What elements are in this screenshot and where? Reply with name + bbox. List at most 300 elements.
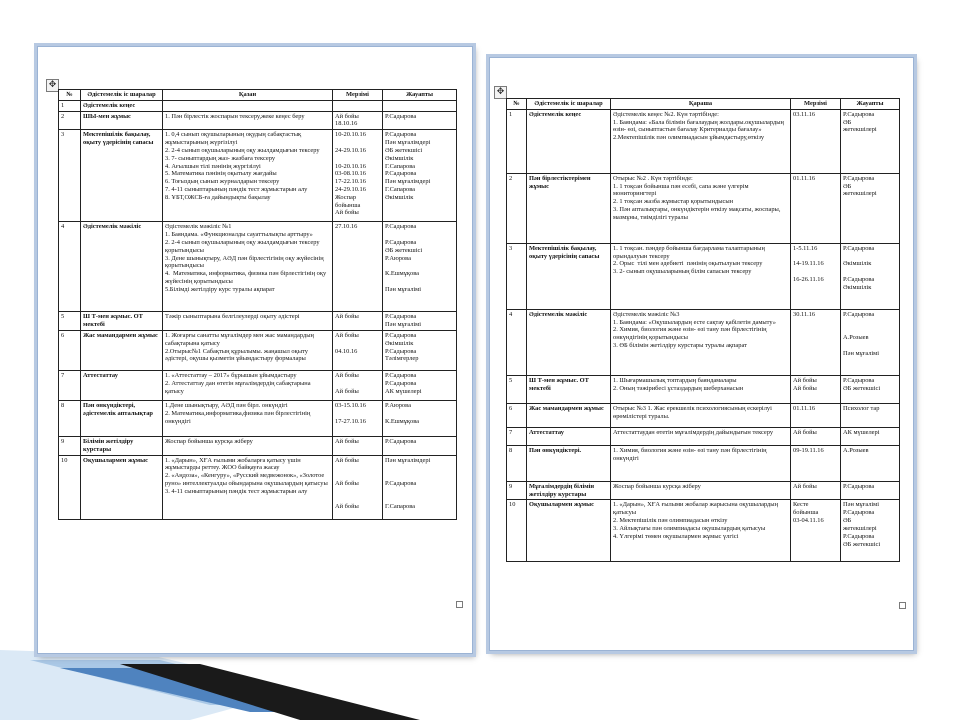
row-deadline-line: 16-26.11.16 xyxy=(793,276,824,284)
row-responsible-line: Пән мұғалімі xyxy=(385,285,422,293)
row-content-line: 4. Математика, информатика, физика пән бірлестігінің оқу жүйесінің қорытындысы xyxy=(165,270,328,285)
row-deadline-line xyxy=(335,102,380,110)
row-content-line: 1. Баяндама: «Бала білімін бағалаудың жолдары.оқушылардың өзін- өзі, сыныптастын бағалау Критериалды бағалау» xyxy=(613,118,786,134)
row-content xyxy=(163,455,333,519)
row-deadline-line: Ай бойы xyxy=(793,482,817,490)
row-responsible xyxy=(383,312,457,331)
row-responsible-line: Әкімшілік xyxy=(385,193,414,201)
row-responsible-line: Г.Сапарова xyxy=(385,503,416,511)
row-content-line: 1. 0,4 сынып оқушыларының оқудың сабақтастық жұмыстарының жүргізілуі xyxy=(165,131,303,147)
row-deadline xyxy=(791,403,841,427)
row-responsible-line: Р.Садырова xyxy=(843,276,875,284)
row-content xyxy=(163,436,333,455)
row-deadline-line: Ай бойы xyxy=(335,331,359,339)
row-responsible-line: Р.Садырова xyxy=(385,313,417,321)
row-responsible-line xyxy=(385,278,454,286)
row-content-line: 3. 2- сынып оқушыларының білім сапасын тексеру xyxy=(613,268,752,276)
row-responsible-line: К.Ешмұқова xyxy=(385,417,419,425)
row-direction: Мектепішілік бақылау, оқыту үдерісінің сапасы xyxy=(81,130,163,222)
row-number: 3 xyxy=(59,130,81,222)
table-row xyxy=(507,375,900,403)
row-deadline-line: 03-04.11.16 xyxy=(793,517,824,525)
row-number: 6 xyxy=(59,330,81,370)
row-deadline-line: 17-27.10.16 xyxy=(335,417,366,425)
row-number: 5 xyxy=(59,312,81,331)
row-responsible-line: Әкімшілік xyxy=(843,283,872,291)
row-responsible-line: ӘБ xyxy=(843,118,852,126)
row-responsible-line: Пән мұғалімдері xyxy=(385,456,431,464)
row-responsible-line: А.Розыев xyxy=(843,334,869,342)
table-row xyxy=(507,500,900,562)
row-deadline-line xyxy=(335,488,380,496)
row-responsible xyxy=(841,427,900,445)
row-content-line: 1. Химия, биология және өзін- өзі тану пән бірлестігінің онкүндігі xyxy=(613,446,769,462)
row-content-line: 1. 1 тоқсан. пәндер бойынша бағдарлама талаптарының орындалуын тексеру xyxy=(613,244,767,260)
row-responsible-line xyxy=(385,496,454,504)
row-deadline-line xyxy=(335,139,380,147)
header-responsible: Жауапты xyxy=(841,99,900,110)
row-responsible-line: АК мүшелері xyxy=(843,428,880,436)
row-responsible-line: АК мүшелері xyxy=(385,387,422,395)
row-number: 8 xyxy=(507,445,527,481)
row-number: 4 xyxy=(59,222,81,312)
row-responsible-line: Р.Садырова xyxy=(385,331,417,339)
row-responsible-line xyxy=(385,488,454,496)
row-responsible-line xyxy=(385,102,454,110)
row-responsible xyxy=(841,109,900,173)
row-content-line: 2. Математика,информатика,физика пән бірлестігінің онкүндігі xyxy=(165,409,312,425)
row-number: 3 xyxy=(507,243,527,309)
row-content-line: 4. Үлгерімі төмен оқушылармен жұмыс үлгісі xyxy=(613,532,739,540)
table-row xyxy=(59,312,457,331)
row-deadline xyxy=(333,111,383,130)
row-responsible-line: Р.Аюрова xyxy=(385,401,411,409)
row-responsible-line: А.Розыев xyxy=(843,446,869,454)
table-row xyxy=(59,100,457,111)
row-responsible-line: Р.Садырова xyxy=(385,112,417,120)
row-deadline-line xyxy=(335,496,380,504)
table-resize-handle[interactable] xyxy=(456,601,463,608)
row-responsible-line: ӘБ xyxy=(843,517,852,525)
row-content-line: 1. 1 тоқсан бойынша пән есебі, сапа және үлгерім мониторингтері xyxy=(613,182,751,198)
row-direction: Пән бірлестіктерімен жұмыс xyxy=(527,173,611,243)
row-deadline xyxy=(333,222,383,312)
table-row xyxy=(59,436,457,455)
row-content xyxy=(163,222,333,312)
row-content xyxy=(611,173,791,243)
row-content-line: Әдістемелік мәжіліс №3 xyxy=(613,310,680,318)
row-number: 7 xyxy=(507,427,527,445)
row-content xyxy=(611,481,791,500)
row-direction: Білімін жетілдіру курстары xyxy=(81,436,163,455)
row-direction: Мұғалімдердің білімін жетілдіру курстары xyxy=(527,481,611,500)
row-responsible-line: Р.Садырова xyxy=(843,310,875,318)
row-deadline xyxy=(791,173,841,243)
row-responsible xyxy=(383,222,457,312)
document-page-november xyxy=(489,57,914,651)
row-content-line: Аттестаттаудан өтетін мұғалімдердің дайындығын тексеру xyxy=(613,428,774,436)
row-content xyxy=(611,403,791,427)
row-deadline-line: Ай бойы xyxy=(335,437,359,445)
row-responsible xyxy=(383,370,457,400)
row-responsible-line: Р.Садырова xyxy=(385,479,417,487)
row-number: 6 xyxy=(507,403,527,427)
row-responsible-line: Пән мұғалімі xyxy=(843,501,880,509)
header-num: № xyxy=(59,90,81,101)
row-deadline xyxy=(333,130,383,222)
row-responsible-line: Психолог тар xyxy=(843,404,880,412)
row-deadline-line xyxy=(335,410,380,418)
row-content-line: Отырыс №3 1. Жас ерекшелік психологиясының ескерілуі өрөмілістері туралы. xyxy=(613,404,774,420)
row-deadline xyxy=(791,481,841,500)
row-responsible xyxy=(383,455,457,519)
row-responsible-line xyxy=(843,326,897,334)
row-responsible-line: Тәлімгерлер xyxy=(385,355,419,363)
row-responsible-line: ӘБ жетекшісі xyxy=(843,384,881,392)
row-deadline-line: 01.11.16 xyxy=(793,174,816,182)
row-responsible xyxy=(841,481,900,500)
row-deadline-line xyxy=(335,340,380,348)
table-row xyxy=(59,455,457,519)
table-row xyxy=(59,222,457,312)
row-number: 10 xyxy=(507,500,527,562)
row-responsible-line xyxy=(843,342,897,350)
row-direction: Әдістемелік мәжіліс xyxy=(81,222,163,312)
table-row xyxy=(507,445,900,481)
row-responsible-line: жетекшілері xyxy=(843,126,877,134)
row-deadline-line: 24-29.10.16 xyxy=(335,185,366,193)
row-content-line: 3. 4-11 сыныптарының пәндік тест жұмыстарын алу xyxy=(165,487,308,495)
row-responsible xyxy=(383,400,457,436)
row-content-line: Тәжір сыныптарына белгілеулерді оқыту әдістері xyxy=(165,313,300,321)
header-direction: Әдістемелік іс шаралар xyxy=(81,90,163,101)
row-responsible-line: Пән мұғалімдері xyxy=(385,178,431,186)
row-content-line: 2. Орыс тілі мен әдебиеті пәнінің оқытылуын тексеру xyxy=(613,260,763,268)
row-direction: Аттестаттау xyxy=(527,427,611,445)
row-responsible-line: Р.Садырова xyxy=(843,110,875,118)
row-number: 1 xyxy=(507,109,527,173)
row-deadline xyxy=(791,309,841,375)
row-responsible-line: Г.Сапарова xyxy=(385,185,416,193)
row-direction: Әдістемелік кеңес xyxy=(527,109,611,173)
row-responsible-line xyxy=(843,319,897,327)
row-deadline xyxy=(791,109,841,173)
table-row xyxy=(507,481,900,500)
row-content-line: 6. Тоғыздың сынып журналдарын тексеру xyxy=(165,178,280,186)
row-content-line: 3. ӨБ білімін жетілдіру курстары туралы ақпарат xyxy=(613,342,747,350)
row-responsible-line: Р.Садырова xyxy=(385,379,417,387)
row-deadline-line: Жоспар бойынша xyxy=(335,193,361,209)
row-responsible xyxy=(841,243,900,309)
october-plan-table xyxy=(58,89,457,520)
row-direction: Пән онкүндіктері. xyxy=(527,445,611,481)
row-responsible-line: Г.Сапарова xyxy=(385,162,416,170)
row-content-line: 3. Айлықтағы пән олимпиадасы оқушылардың қатысуы xyxy=(613,524,766,532)
row-content xyxy=(163,330,333,370)
row-deadline xyxy=(791,243,841,309)
row-responsible-line xyxy=(843,268,897,276)
row-content-line: Жоспар бойынша курсқа жіберу xyxy=(613,482,701,490)
row-responsible-line: жетекшілері xyxy=(843,524,877,532)
row-deadline xyxy=(333,330,383,370)
row-deadline-line: 04.10.16 xyxy=(335,347,358,355)
row-responsible-line xyxy=(385,231,454,239)
row-responsible-line: Р.Садырова xyxy=(385,437,417,445)
row-content-line: 2. Оның тәжірибесі ұстаздардың шеберханасын xyxy=(613,384,744,392)
row-content xyxy=(611,109,791,173)
row-content-line: 3. Пән апталықтары, онкүндіктерін өткізу мақсаты, жоспары, мазмұны, тиімділігі туралы xyxy=(613,206,783,221)
november-plan-table xyxy=(506,98,900,562)
row-responsible-line: Пән мұғалімі xyxy=(385,321,422,329)
row-responsible xyxy=(841,375,900,403)
row-number: 9 xyxy=(507,481,527,500)
row-content xyxy=(611,445,791,481)
row-direction: Оқушылармен жұмыс xyxy=(527,500,611,562)
row-content-line: 1. «Дарын», ХҒА ғылыми жобаларға қатысу үшін жұмыстарды реттеу. ЖОО байқауға жасау xyxy=(165,456,303,472)
document-page-october xyxy=(37,46,473,654)
row-responsible-line: ӘБ xyxy=(843,182,852,190)
row-content-line: 8. ҰБТ,ОЖСБ-ға дайындықты бақылау xyxy=(165,193,271,201)
row-deadline-line: Ай бойы xyxy=(335,112,359,120)
row-responsible-line: Р.Садырова xyxy=(843,482,875,490)
table-row xyxy=(59,370,457,400)
row-deadline-line: 18.10.16 xyxy=(335,120,358,128)
row-number: 5 xyxy=(507,375,527,403)
row-content-line: 5.Білімді жетілдіру курс туралы ақпарат xyxy=(165,285,275,293)
header-deadline: Мерзімі xyxy=(333,90,383,101)
row-responsible-line: Әкімшілік xyxy=(843,260,872,268)
row-responsible-line: Р.Садырова xyxy=(843,509,875,517)
row-content xyxy=(163,312,333,331)
row-content-line: 1. «Дарын», ХҒА ғылыми жобалар жарысына оқушылардың қатысуы xyxy=(613,501,780,517)
row-responsible-line: Р.Садырова xyxy=(843,174,875,182)
row-deadline-line: 10-20.10.16 xyxy=(335,162,366,170)
row-deadline-line xyxy=(335,380,380,388)
row-content-line: 5. Математика пәнінің оқытылу жағдайы xyxy=(165,170,277,178)
row-deadline-line xyxy=(793,268,838,276)
table-row xyxy=(59,111,457,130)
row-deadline-line: 03.11.16 xyxy=(793,110,816,118)
row-responsible-line: Р.Садырова xyxy=(843,244,875,252)
row-responsible-line xyxy=(385,262,454,270)
row-content-line: 7. 4-11 сыныптарының пәндік тест жұмыстарын алу xyxy=(165,185,308,193)
row-responsible xyxy=(383,330,457,370)
table-header-row xyxy=(59,90,457,101)
row-number: 2 xyxy=(59,111,81,130)
row-direction: ШЫ-мен жұмыс xyxy=(81,111,163,130)
row-responsible xyxy=(383,111,457,130)
row-content-line: 2. Мектепішілік пән олимпиадасын өткізу xyxy=(613,517,728,525)
row-responsible-line: Пән мұғалімі xyxy=(843,349,880,357)
row-content-line: 3. Дене шынықтыру, АӘД пән бірлестігінің оқу жүйесінің қорытындысы xyxy=(165,254,326,270)
row-content-line: 3. 7- сыныптардың жаз- жазбаға тексеру xyxy=(165,154,276,162)
row-deadline xyxy=(791,375,841,403)
row-responsible-line xyxy=(385,472,454,480)
header-responsible: Жауапты xyxy=(383,90,457,101)
row-deadline-line: Ай бойы xyxy=(335,503,359,511)
row-deadline-line: 09-19.11.16 xyxy=(793,446,824,454)
row-number: 9 xyxy=(59,436,81,455)
row-responsible-line: Р.Садырова xyxy=(385,347,417,355)
row-content xyxy=(611,243,791,309)
row-deadline-line: 1-5.11.16 xyxy=(793,244,818,252)
row-deadline-line xyxy=(335,472,380,480)
table-header-row xyxy=(507,99,900,110)
row-content-line: Отырыс №2 . Күн тәртібінде: xyxy=(613,174,693,182)
row-direction: Пән онкүндіктері, әдістемелік апталықтар xyxy=(81,400,163,436)
table-row xyxy=(59,130,457,222)
row-deadline-line: Ай бойы xyxy=(335,313,359,321)
row-responsible xyxy=(841,403,900,427)
row-content xyxy=(163,130,333,222)
row-responsible-line: Пән мұғалімдері xyxy=(385,139,431,147)
table-body xyxy=(59,100,457,519)
row-direction: Ш Т-мен жұмыс. ОТ мектебі xyxy=(81,312,163,331)
row-deadline-line: Ай бойы xyxy=(793,428,817,436)
header-month: Қазан xyxy=(163,90,333,101)
table-move-handle-icon[interactable]: ✥ xyxy=(494,86,507,99)
row-content-line: 2. Химия, биология және өзін- өзі тану пән бірлестігінің онкүндігінің қорытындысы xyxy=(613,326,769,342)
row-responsible-line: Р.Садырова xyxy=(385,238,417,246)
row-deadline-line: Ай бойы xyxy=(335,209,359,217)
row-content-line: 2. 2-4 сынып оқушыларының оқу жылдамдығын тексеру қорытындысы xyxy=(165,238,322,254)
row-responsible-line: Р.Садырова xyxy=(385,223,417,231)
row-content-line: 2. 2-4 сынып оқушыларының оқу жылдамдығын тексеру xyxy=(165,146,320,154)
row-content xyxy=(163,111,333,130)
row-deadline-line xyxy=(335,464,380,472)
header-num: № xyxy=(507,99,527,110)
row-responsible-line: К.Ешмұқова xyxy=(385,270,419,278)
row-content-line: 1. Шығармашылық топтардың баяндамалары xyxy=(613,376,737,384)
row-responsible xyxy=(841,445,900,481)
row-responsible xyxy=(383,436,457,455)
row-direction: Әдістемелік кеңес xyxy=(81,100,163,111)
row-content-line: 1. Баяндама. «Функционалды сауаттылықты арттыру» xyxy=(165,231,313,239)
row-content-line: 2. «Аңдоза», «Кенгуру», «Русский медвежонок», «Золотое руно» интеллектуалды ойындарына оқушылардың қатысуы xyxy=(165,472,328,487)
row-deadline xyxy=(333,436,383,455)
row-responsible-line xyxy=(385,464,454,472)
row-content xyxy=(611,500,791,562)
row-content-line: 1. Баяндама: «Оқушылардың есте сақтау қабілетін дамыту» xyxy=(613,318,776,326)
row-deadline xyxy=(333,455,383,519)
row-content xyxy=(611,375,791,403)
row-content-line: 2. Аттестаттау дан өтетін мұғалімдердің сабақтарына қатысу xyxy=(165,379,313,395)
row-content-line: 1. Жоғарғы санатты мұғалімдер мен жас мамандардың сабақтарына қатысу xyxy=(165,331,316,347)
row-responsible xyxy=(383,100,457,111)
row-number: 1 xyxy=(59,100,81,111)
table-row xyxy=(59,330,457,370)
table-row xyxy=(507,427,900,445)
row-responsible-line: Әкімшілік xyxy=(385,339,414,347)
row-content-line: 1. «Аттестаттау – 2017» бұрышын ұйымдастыру xyxy=(165,371,297,379)
header-deadline: Мерзімі xyxy=(791,99,841,110)
row-responsible xyxy=(841,309,900,375)
row-responsible-line: ӘБ жетекшісі xyxy=(385,246,423,254)
row-responsible-line: ӘБ жетекшісі xyxy=(385,146,423,154)
table-row xyxy=(507,403,900,427)
row-deadline-line: 03-15.10.16 xyxy=(335,401,366,409)
row-deadline-line: Ай бойы xyxy=(335,371,359,379)
row-deadline xyxy=(791,427,841,445)
row-responsible-line: Әкімшілік xyxy=(385,154,414,162)
row-deadline-line: Ай бойы xyxy=(335,456,359,464)
row-content-line: 2. 1 тоқсан жазба жұмыстар қорытындысын xyxy=(613,198,734,206)
row-direction: Жас мамандармен жұмыс xyxy=(527,403,611,427)
table-row xyxy=(507,109,900,173)
row-deadline xyxy=(333,312,383,331)
row-content-line: 2.Отырыс№1 Сабақтың құрылымы. жаңашыл оқыту әдістері, оқушы қызметін ұйымдастыру формалары xyxy=(165,347,310,363)
row-deadline-line: Ай бойы xyxy=(335,387,359,395)
row-direction: Мектепішілік бақылау, оқыту үдерісінің сапасы xyxy=(527,243,611,309)
row-direction: Жас мамандармен жұмыс xyxy=(81,330,163,370)
row-number: 7 xyxy=(59,370,81,400)
row-content-line: 1. Пән бірлестік жоспарын тексеру,жеке кеңес беру xyxy=(165,112,305,120)
row-responsible-line: Р.Садырова xyxy=(843,376,875,384)
row-responsible-line: Р.Садырова xyxy=(385,371,417,379)
row-deadline xyxy=(791,500,841,562)
table-move-handle-icon[interactable]: ✥ xyxy=(46,79,59,92)
row-content-line: Әдістемелік кеңес №2. Күн тәртібінде: xyxy=(613,110,719,118)
row-responsible-line: жетекшілері xyxy=(843,190,877,198)
row-responsible-line: Р.Аюрова xyxy=(385,254,411,262)
row-direction: Ш Т-мен жұмыс. ОТ мектебі xyxy=(527,375,611,403)
row-deadline-line: 27.10.16 xyxy=(335,223,358,231)
row-deadline-line: 14-19.11.16 xyxy=(793,260,824,268)
row-deadline-line xyxy=(335,155,380,163)
row-responsible-line xyxy=(843,253,897,261)
row-responsible xyxy=(383,130,457,222)
row-direction: Аттестаттау xyxy=(81,370,163,400)
row-deadline xyxy=(791,445,841,481)
row-deadline-line: 10-20.10.16 xyxy=(335,131,366,139)
row-deadline-line: бойынша xyxy=(793,509,819,517)
row-deadline xyxy=(333,370,383,400)
row-direction: Әдістемелік мәжіліс xyxy=(527,309,611,375)
row-deadline xyxy=(333,400,383,436)
row-deadline-line: 01.11.16 xyxy=(793,404,816,412)
row-responsible-line: ӘБ жетекшісі xyxy=(843,540,881,548)
row-content-line: Әдістемелік мәжіліс №1 xyxy=(165,223,232,231)
row-deadline-line xyxy=(793,253,838,261)
row-content-line xyxy=(165,102,330,110)
row-responsible-line: Р.Садырова xyxy=(843,532,875,540)
row-deadline-line: 24-29.10.16 xyxy=(335,146,366,154)
row-deadline-line: Ай бойы xyxy=(335,479,359,487)
header-month: Қараша xyxy=(611,99,791,110)
table-row xyxy=(507,309,900,375)
row-number: 10 xyxy=(59,455,81,519)
table-row xyxy=(507,173,900,243)
row-content-line: Жоспар бойынша курсқа жіберу xyxy=(165,437,253,445)
row-responsible-line: Р.Садырова xyxy=(385,131,417,139)
row-responsible xyxy=(841,500,900,562)
row-deadline-line: 17-22.10.16 xyxy=(335,178,366,186)
row-content xyxy=(163,400,333,436)
row-deadline-line: Ай бойы xyxy=(793,376,817,384)
row-number: 8 xyxy=(59,400,81,436)
row-content xyxy=(163,100,333,111)
row-content xyxy=(163,370,333,400)
row-number: 2 xyxy=(507,173,527,243)
row-direction: Оқушылармен жұмыс xyxy=(81,455,163,519)
row-deadline-line: Ай бойы xyxy=(793,384,817,392)
row-responsible-line: Р.Садырова xyxy=(385,170,417,178)
row-deadline-line: 30.11.16 xyxy=(793,310,816,318)
row-content xyxy=(611,427,791,445)
table-resize-handle[interactable] xyxy=(899,602,906,609)
row-content-line: 2.Мектепішілік пән олимпиадасын ұйымдастыру,өткізу xyxy=(613,134,765,142)
row-content-line: 1.Дене шынықтыру, АӘД пән бірл. онкүндігі xyxy=(165,401,288,409)
